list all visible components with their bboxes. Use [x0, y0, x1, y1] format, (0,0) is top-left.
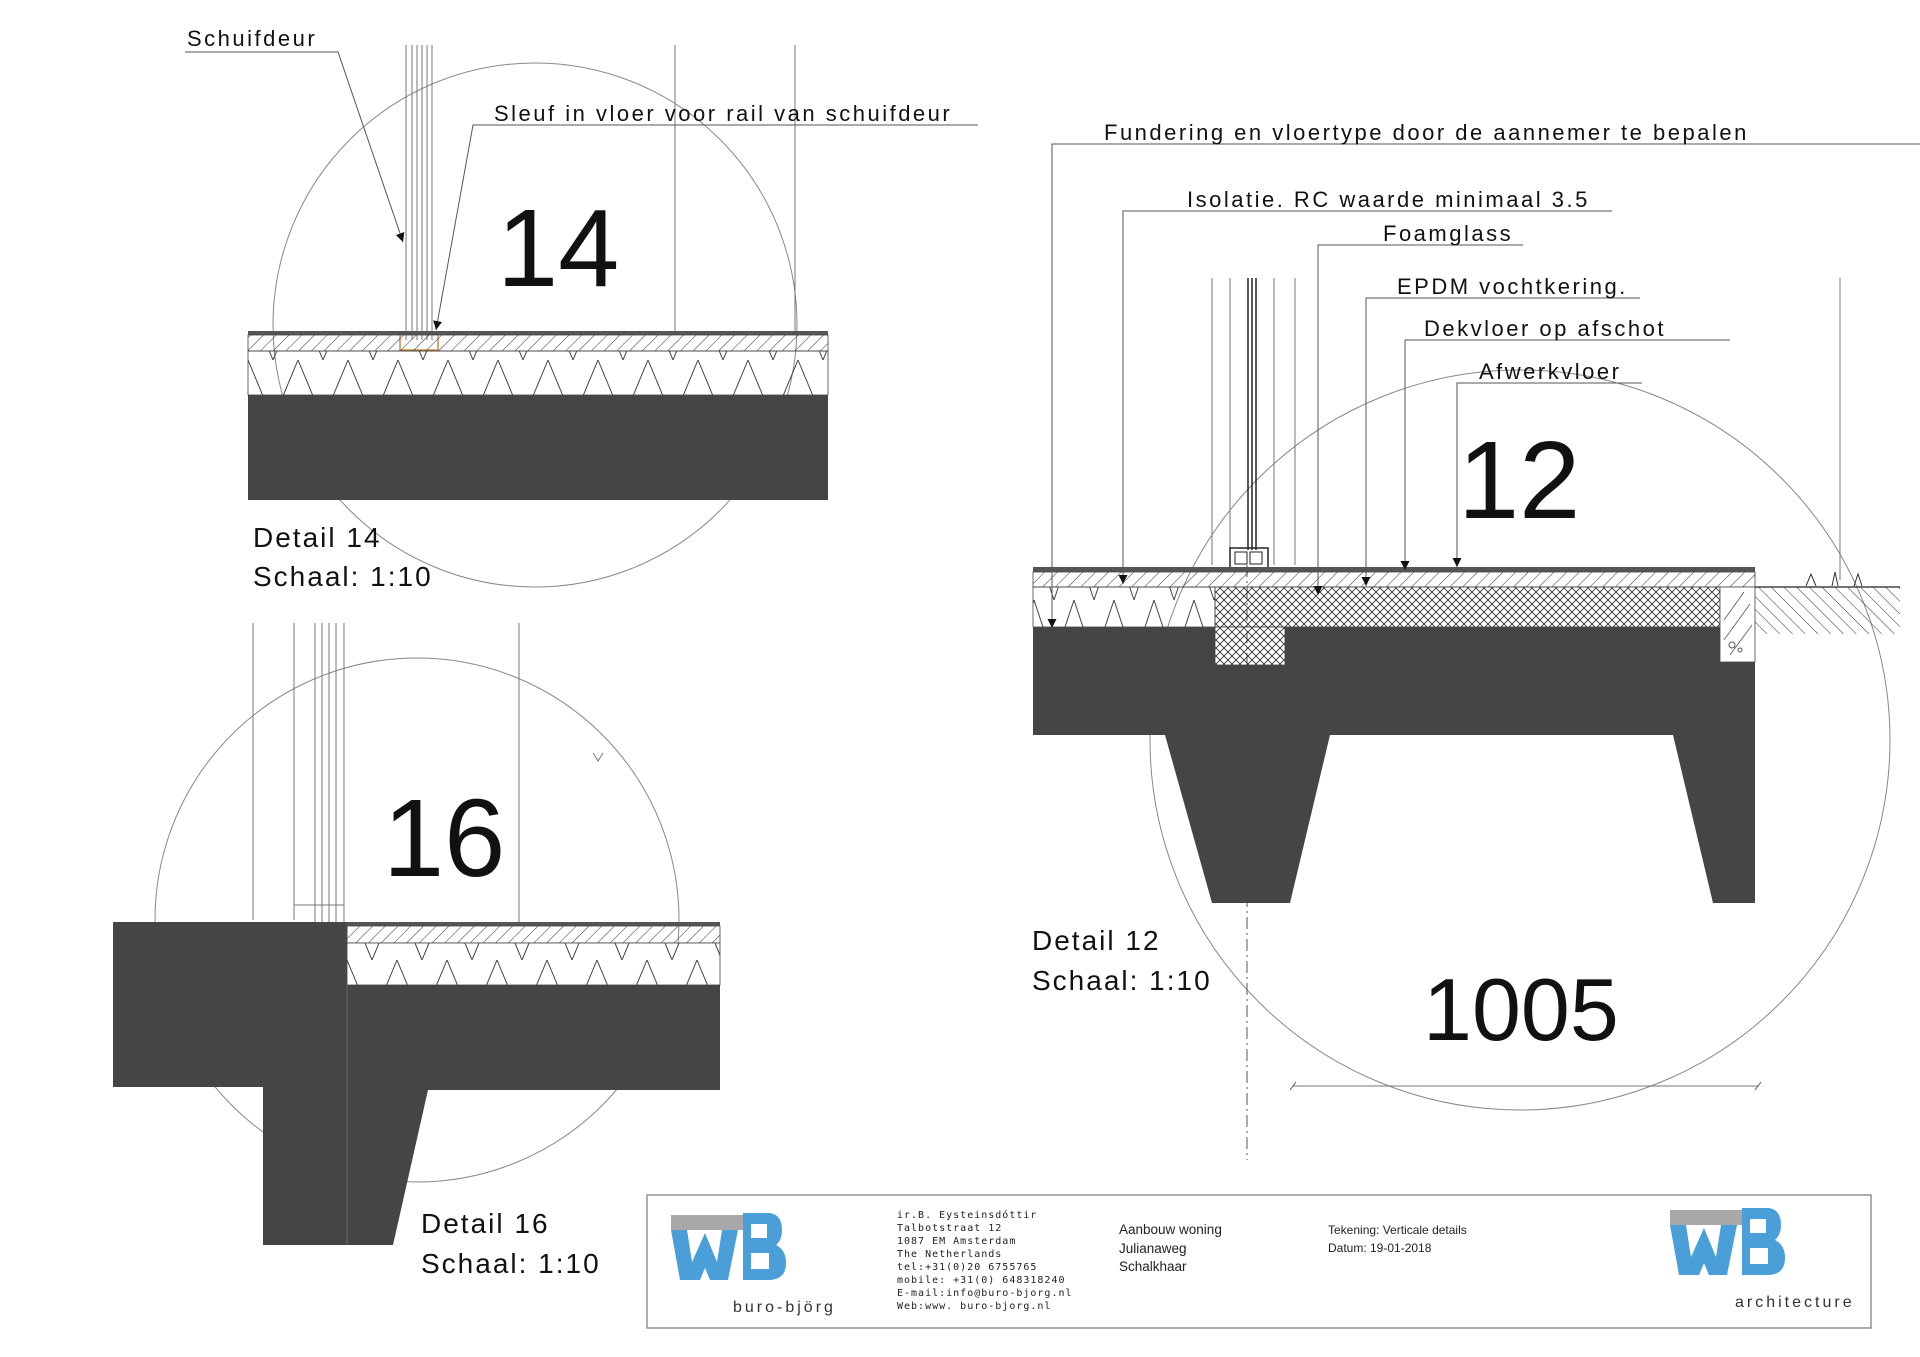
detail-16-screed: [347, 926, 720, 943]
detail-14-concrete-slab: [248, 395, 828, 500]
project-line: Schalkhaar: [1119, 1259, 1187, 1274]
detail-12-title: Detail 12: [1032, 925, 1161, 956]
label-fundering: Fundering en vloertype door de aannemer te bepalen: [1104, 120, 1749, 145]
detail-12-insulation: [1033, 587, 1215, 627]
dimension-1005: [1290, 960, 1761, 1090]
logo-right-text: architecture: [1735, 1294, 1855, 1311]
detail-14-scale: Schaal: 1:10: [253, 561, 433, 592]
detail-14: [185, 26, 978, 592]
detail-16-scale: Schaal: 1:10: [421, 1248, 601, 1279]
drawing-line: Tekening: Verticale details: [1328, 1223, 1467, 1237]
address-line: mobile: +31(0) 648318240: [897, 1275, 1066, 1286]
label-afwerkvloer: Afwerkvloer: [1479, 359, 1622, 384]
label-epdm: EPDM vochtkering.: [1397, 274, 1628, 299]
detail-12-foamglass: [1215, 587, 1720, 627]
detail-12-ground: [1755, 587, 1900, 634]
address-line: Talbotstraat 12: [897, 1223, 1003, 1234]
detail-16-finish-floor: [347, 922, 720, 926]
address-line: tel:+31(0)20 6755765: [897, 1262, 1038, 1273]
address-line: 1087 EM Amsterdam: [897, 1236, 1017, 1247]
detail-12-concrete-slab: [1033, 627, 1755, 903]
detail-14-screed: [248, 335, 828, 351]
address-line: E-mail:info@buro-bjorg.nl: [897, 1288, 1073, 1299]
label-schuifdeur: Schuifdeur: [187, 26, 318, 51]
title-block: [647, 1195, 1871, 1328]
detail-12-number: 12: [1458, 419, 1581, 542]
address-line: ir.B. Eysteinsdóttir: [897, 1210, 1038, 1221]
detail-12-finish-floor: [1033, 567, 1755, 572]
label-isolatie: Isolatie. RC waarde minimaal 3.5: [1187, 187, 1590, 212]
detail-12-edge-infill: [1720, 587, 1755, 662]
label-foamglass: Foamglass: [1383, 221, 1514, 246]
detail-14-number: 14: [497, 187, 620, 310]
detail-14-insulation: [248, 351, 828, 395]
label-dekvloer: Dekvloer op afschot: [1424, 316, 1666, 341]
detail-16-number: 16: [383, 777, 506, 900]
label-sleuf: Sleuf in vloer voor rail van schuifdeur: [494, 101, 953, 126]
detail-16-title: Detail 16: [421, 1208, 550, 1239]
detail-12: [1032, 120, 1920, 1160]
detail-12-leaders: [1052, 144, 1920, 628]
detail-14-circle: [273, 63, 797, 587]
project-line: Julianaweg: [1119, 1241, 1187, 1256]
address-line: Web:www. buro-bjorg.nl: [897, 1301, 1052, 1312]
detail-14-title: Detail 14: [253, 522, 382, 553]
detail-14-finish-floor: [248, 331, 828, 335]
detail-12-foamglass-block: [1215, 627, 1285, 665]
detail-12-screed: [1033, 572, 1755, 587]
drawing-line: Datum: 19-01-2018: [1328, 1241, 1432, 1255]
dimension-value: 1005: [1423, 960, 1619, 1059]
detail-16: [113, 623, 720, 1279]
detail-16-insulation: [347, 943, 720, 985]
address-line: The Netherlands: [897, 1249, 1003, 1260]
project-line: Aanbouw woning: [1119, 1222, 1222, 1237]
detail-12-scale: Schaal: 1:10: [1032, 965, 1212, 996]
logo-left-text: buro-björg: [733, 1299, 836, 1316]
